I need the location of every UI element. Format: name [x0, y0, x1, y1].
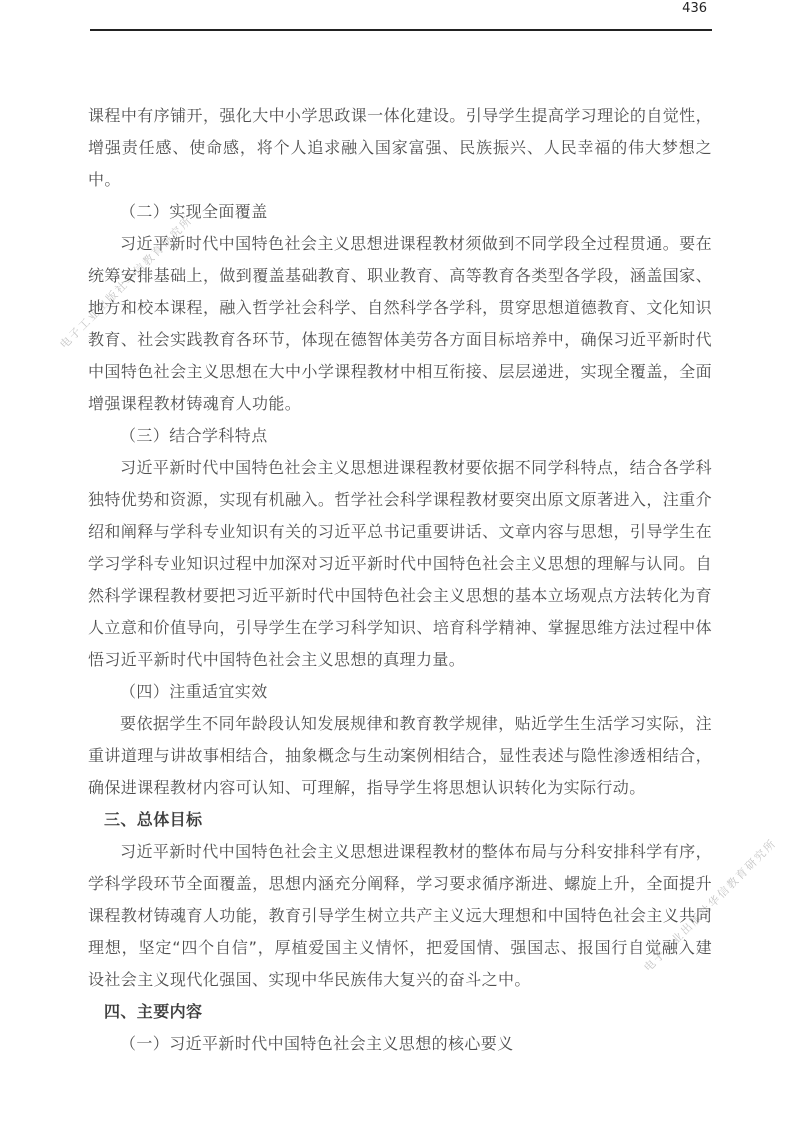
document-body — [88, 100, 712, 1060]
paragraph: 习近平新时代中国特色社会主义思想进课程教材的整体布局与分科安排科学有序，学科学段环节全面覆盖，思想内涵充分阐释，学习要求循序渐进、螺旋上升，全面提升课程教材铸魂育人功能，教育引导学生树立共产主义远大理想和中国特色社会主义共同理想，坚定“四个自信”，厚植爱国主义情怀，把爱国情、强国志、报国行自觉融入建设社会主义现代化强国、实现中华民族伟大复兴的奋斗之中。 — [88, 842, 712, 989]
section-subheading-1: （一）习近平新时代中国特色社会主义思想的核心要义 — [120, 1034, 514, 1053]
watermark-publisher: 电子工业出版社华信教育研究所 — [641, 836, 780, 975]
page-number: 436 — [682, 1, 707, 16]
chapter-heading-3: 三、总体目标 — [104, 810, 203, 829]
watermark-publisher: 电子工业出版社华信教育研究所 — [57, 213, 196, 352]
paragraph: 习近平新时代中国特色社会主义思想进课程教材要依据不同学科特点，结合各学科独特优势和资源，实现有机融入。哲学社会科学课程教材要突出原文原著进入，注重介绍和阐释与学科专业知识有关的习近平总书记重要讲话、文章内容与思想，引导学生在学习学科专业知识过程中加深对习近平新时代中国特色社会主义思想的理解与认同。自然科学课程教材要把习近平新时代中国特色社会主义思想的基本立场观点方法转化为育人立意和价值导向，引导学生在学习科学知识、培育科学精神、掌握思维方法过程中体悟习近平新时代中国特色社会主义思想的真理力量。 — [88, 458, 712, 669]
paragraph: 要依据学生不同年龄段认知发展规律和教育教学规律，贴近学生生活学习实际，注重讲道理与讲故事相结合，抽象概念与生动案例相结合，显性表述与隐性渗透相结合，确保进课程教材内容可认知、可理解，指导学生将思想认识转化为实际行动。 — [88, 714, 712, 797]
section-subheading-4: （四）注重适宜实效 — [120, 682, 268, 701]
section-subheading-2: （二）实现全面覆盖 — [120, 202, 268, 221]
chapter-heading-4: 四、主要内容 — [104, 1002, 203, 1021]
section-subheading-3: （三）结合学科特点 — [120, 426, 268, 445]
header-rule — [90, 29, 712, 31]
paragraph: 习近平新时代中国特色社会主义思想进课程教材须做到不同学段全过程贯通。要在统筹安排基础上，做到覆盖基础教育、职业教育、高等教育各类型各学段，涵盖国家、地方和校本课程，融入哲学社会科学、自然科学各学科，贯穿思想道德教育、文化知识教育、社会实践教育各环节，体现在德智体美劳各方面目标培养中，确保习近平新时代中国特色社会主义思想在大中小学课程教材中相互衔接、层层递进，实现全覆盖，全面增强课程教材铸魂育人功能。 — [88, 234, 712, 413]
paragraph-continued: 课程中有序铺开，强化大中小学思政课一体化建设。引导学生提高学习理论的自觉性，增强责任感、使命感，将个人追求融入国家富强、民族振兴、人民幸福的伟大梦想之中。 — [88, 106, 712, 189]
